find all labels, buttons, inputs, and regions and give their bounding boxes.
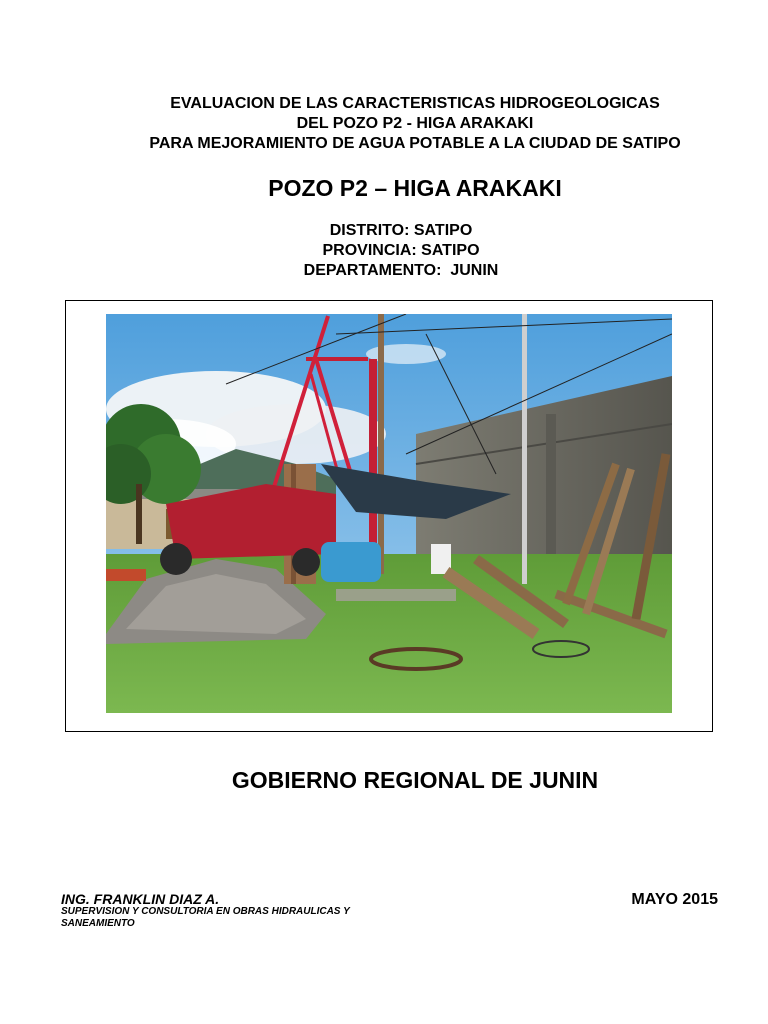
document-title: POZO P2 – HIGA ARAKAKI: [268, 175, 562, 201]
report-heading: [0, 94, 768, 154]
heading-line-1: EVALUACION DE LAS CARACTERISTICAS HIDROGEOLOGICAS: [170, 95, 660, 112]
author-role: SUPERVISION Y CONSULTORIA EN OBRAS HIDRAULICAS Y SANEAMIENTO: [61, 906, 350, 929]
document-date: MAYO 2015: [631, 891, 718, 908]
province-label: PROVINCIA: SATIPO: [322, 242, 480, 259]
heading-line-2: DEL POZO P2 - HIGA ARAKAKI: [296, 115, 534, 132]
department-label: DEPARTAMENTO: JUNIN: [303, 262, 499, 279]
author-name: ING. FRANKLIN DIAZ A.: [61, 891, 220, 907]
district-label: DISTRITO: SATIPO: [329, 222, 473, 239]
well-drilling-photo: [106, 314, 672, 713]
organization-name: GOBIERNO REGIONAL DE JUNIN: [231, 767, 599, 793]
heading-line-3: PARA MEJORAMIENTO DE AGUA POTABLE A LA CIUDAD DE SATIPO: [149, 135, 681, 152]
location-info: [0, 221, 768, 281]
